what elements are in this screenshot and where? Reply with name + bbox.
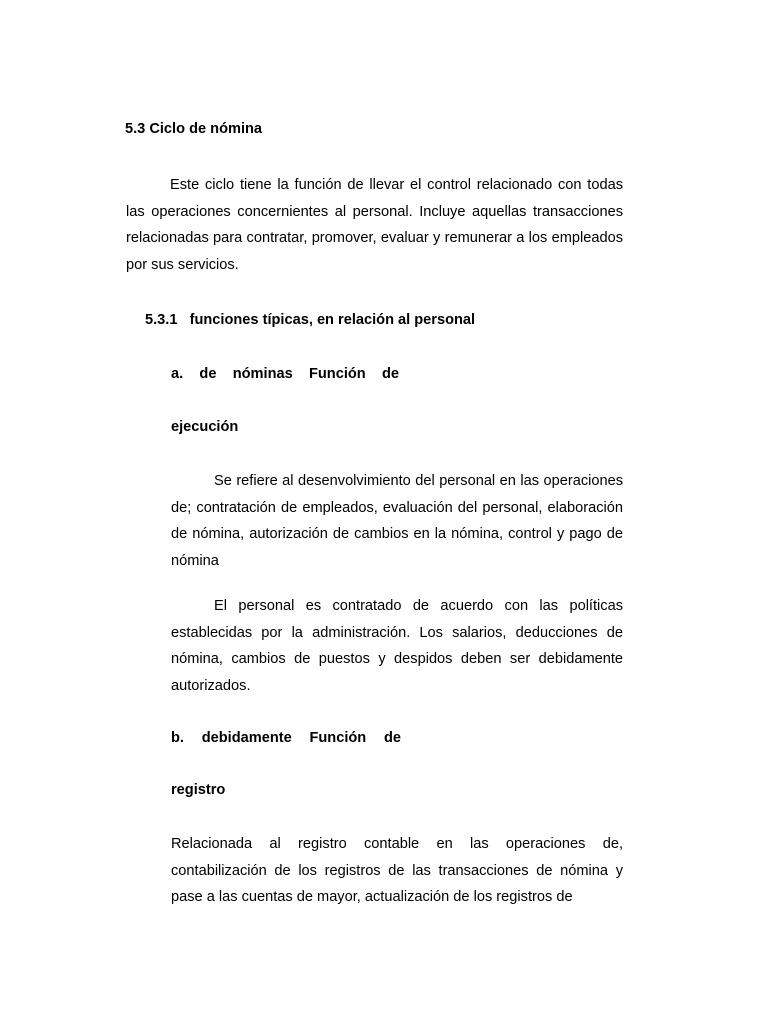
item-b-continuation: registro [171, 782, 226, 798]
item-a-word-1: de [199, 366, 217, 382]
intro-paragraph [126, 172, 623, 279]
item-a-paragraph-1-text: Se refiere al desenvolvimiento del personal en las operaciones de; contratación de empleados, evaluación del personal, elaboración de nómina, autorización de cambios en la nómina, control y pago de nómina [171, 473, 623, 570]
item-a-heading [171, 366, 399, 382]
item-a-paragraph-2 [171, 593, 623, 700]
item-a-word-2: nóminas [232, 366, 293, 382]
item-a-continuation: ejecución [171, 419, 239, 435]
item-b-word-3: de [383, 730, 401, 746]
item-b-word-2: Función [309, 730, 367, 746]
item-a-word-4: de [381, 366, 399, 382]
item-b-heading [171, 730, 401, 746]
item-b-paragraph-1 [171, 831, 623, 911]
item-a-paragraph-1 [171, 468, 623, 575]
item-a-marker: a. [171, 366, 184, 382]
subsection-heading: 5.3.1 funciones típicas, en relación al personal [145, 312, 476, 328]
item-b-paragraph-1-text: Relacionada al registro contable en las operaciones de, contabilización de los registros de las transacciones de nómina y pase a las cuentas de mayor, actualización de los registros de [171, 836, 623, 906]
section-heading: 5.3 Ciclo de nómina [125, 121, 263, 137]
item-b-word-1: debidamente [201, 730, 292, 746]
intro-paragraph-text: Este ciclo tiene la función de llevar el control relacionado con todas las operaciones concernientes al personal. Incluye aquellas transacciones relacionadas para contratar, promover, evaluar y remunerar a los empleados por sus servicios. [126, 177, 623, 274]
item-b-marker: b. [171, 730, 184, 746]
item-a-paragraph-2-text: El personal es contratado de acuerdo con las políticas establecidas por la administración. Los salarios, deducciones de nómina, cambios de puestos y despidos deben ser debidamente autorizados. [171, 598, 623, 695]
item-a-word-3: Función [308, 366, 366, 382]
